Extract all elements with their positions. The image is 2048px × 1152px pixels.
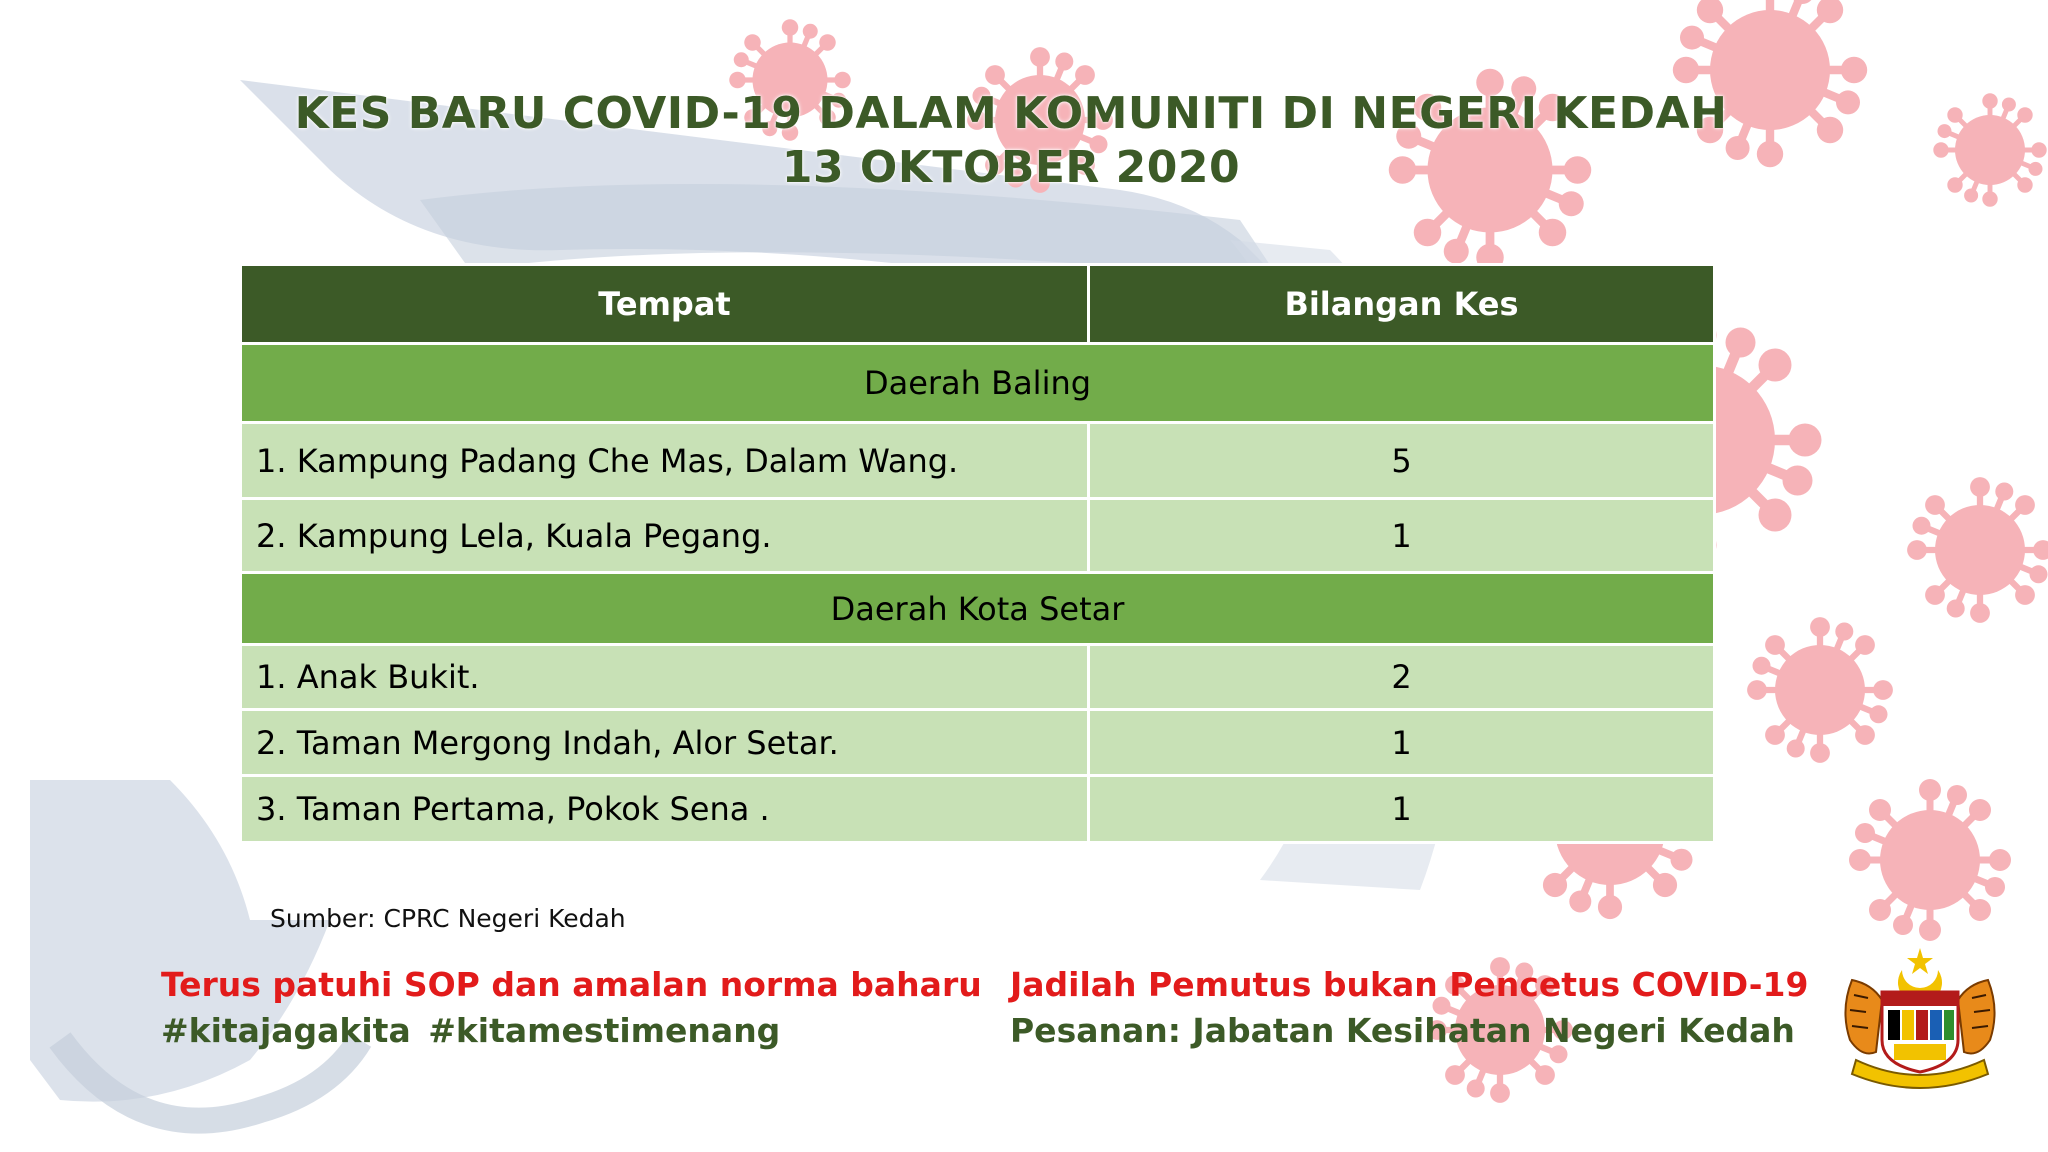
- hashtags: #kitajagakita #kitamestimenang: [161, 1011, 781, 1050]
- page-date: 13 OKTOBER 2020: [781, 142, 1241, 193]
- table-row: [241, 776, 1715, 843]
- section-row: [241, 573, 1715, 645]
- row-place: 2. Kampung Lela, Kuala Pegang.: [241, 499, 1089, 573]
- table-row: [241, 645, 1715, 710]
- sop-reminder: Terus patuhi SOP dan amalan norma baharu: [161, 965, 982, 1004]
- campaign-slogan: Jadilah Pemutus bukan Pencetus COVID-19: [1010, 965, 1809, 1004]
- row-count: 1: [1089, 710, 1715, 776]
- coat-of-arms-icon: [1832, 940, 2008, 1090]
- row-count: 1: [1089, 499, 1715, 573]
- row-count: 2: [1089, 645, 1715, 710]
- section-title: Daerah Baling: [241, 344, 1715, 423]
- row-place: 1. Anak Bukit.: [241, 645, 1089, 710]
- row-count: 1: [1089, 776, 1715, 843]
- section-row: [241, 344, 1715, 423]
- row-place: 2. Taman Mergong Indah, Alor Setar.: [241, 710, 1089, 776]
- row-place: 1. Kampung Padang Che Mas, Dalam Wang.: [241, 423, 1089, 499]
- message-credit: Pesanan: Jabatan Kesihatan Negeri Kedah: [1010, 1011, 1795, 1050]
- row-place: 3. Taman Pertama, Pokok Sena .: [241, 776, 1089, 843]
- table-row: [241, 423, 1715, 499]
- source-note: Sumber: CPRC Negeri Kedah: [270, 904, 626, 933]
- page-title: KES BARU COVID-19 DALAM KOMUNITI DI NEGERI KEDAH: [294, 88, 1728, 139]
- header-count: Bilangan Kes: [1089, 265, 1715, 344]
- section-title: Daerah Kota Setar: [241, 573, 1715, 645]
- header-place: Tempat: [241, 265, 1089, 344]
- table-row: [241, 499, 1715, 573]
- cases-table: [239, 263, 1716, 844]
- row-count: 5: [1089, 423, 1715, 499]
- table-row: [241, 710, 1715, 776]
- table-header-row: [241, 265, 1715, 344]
